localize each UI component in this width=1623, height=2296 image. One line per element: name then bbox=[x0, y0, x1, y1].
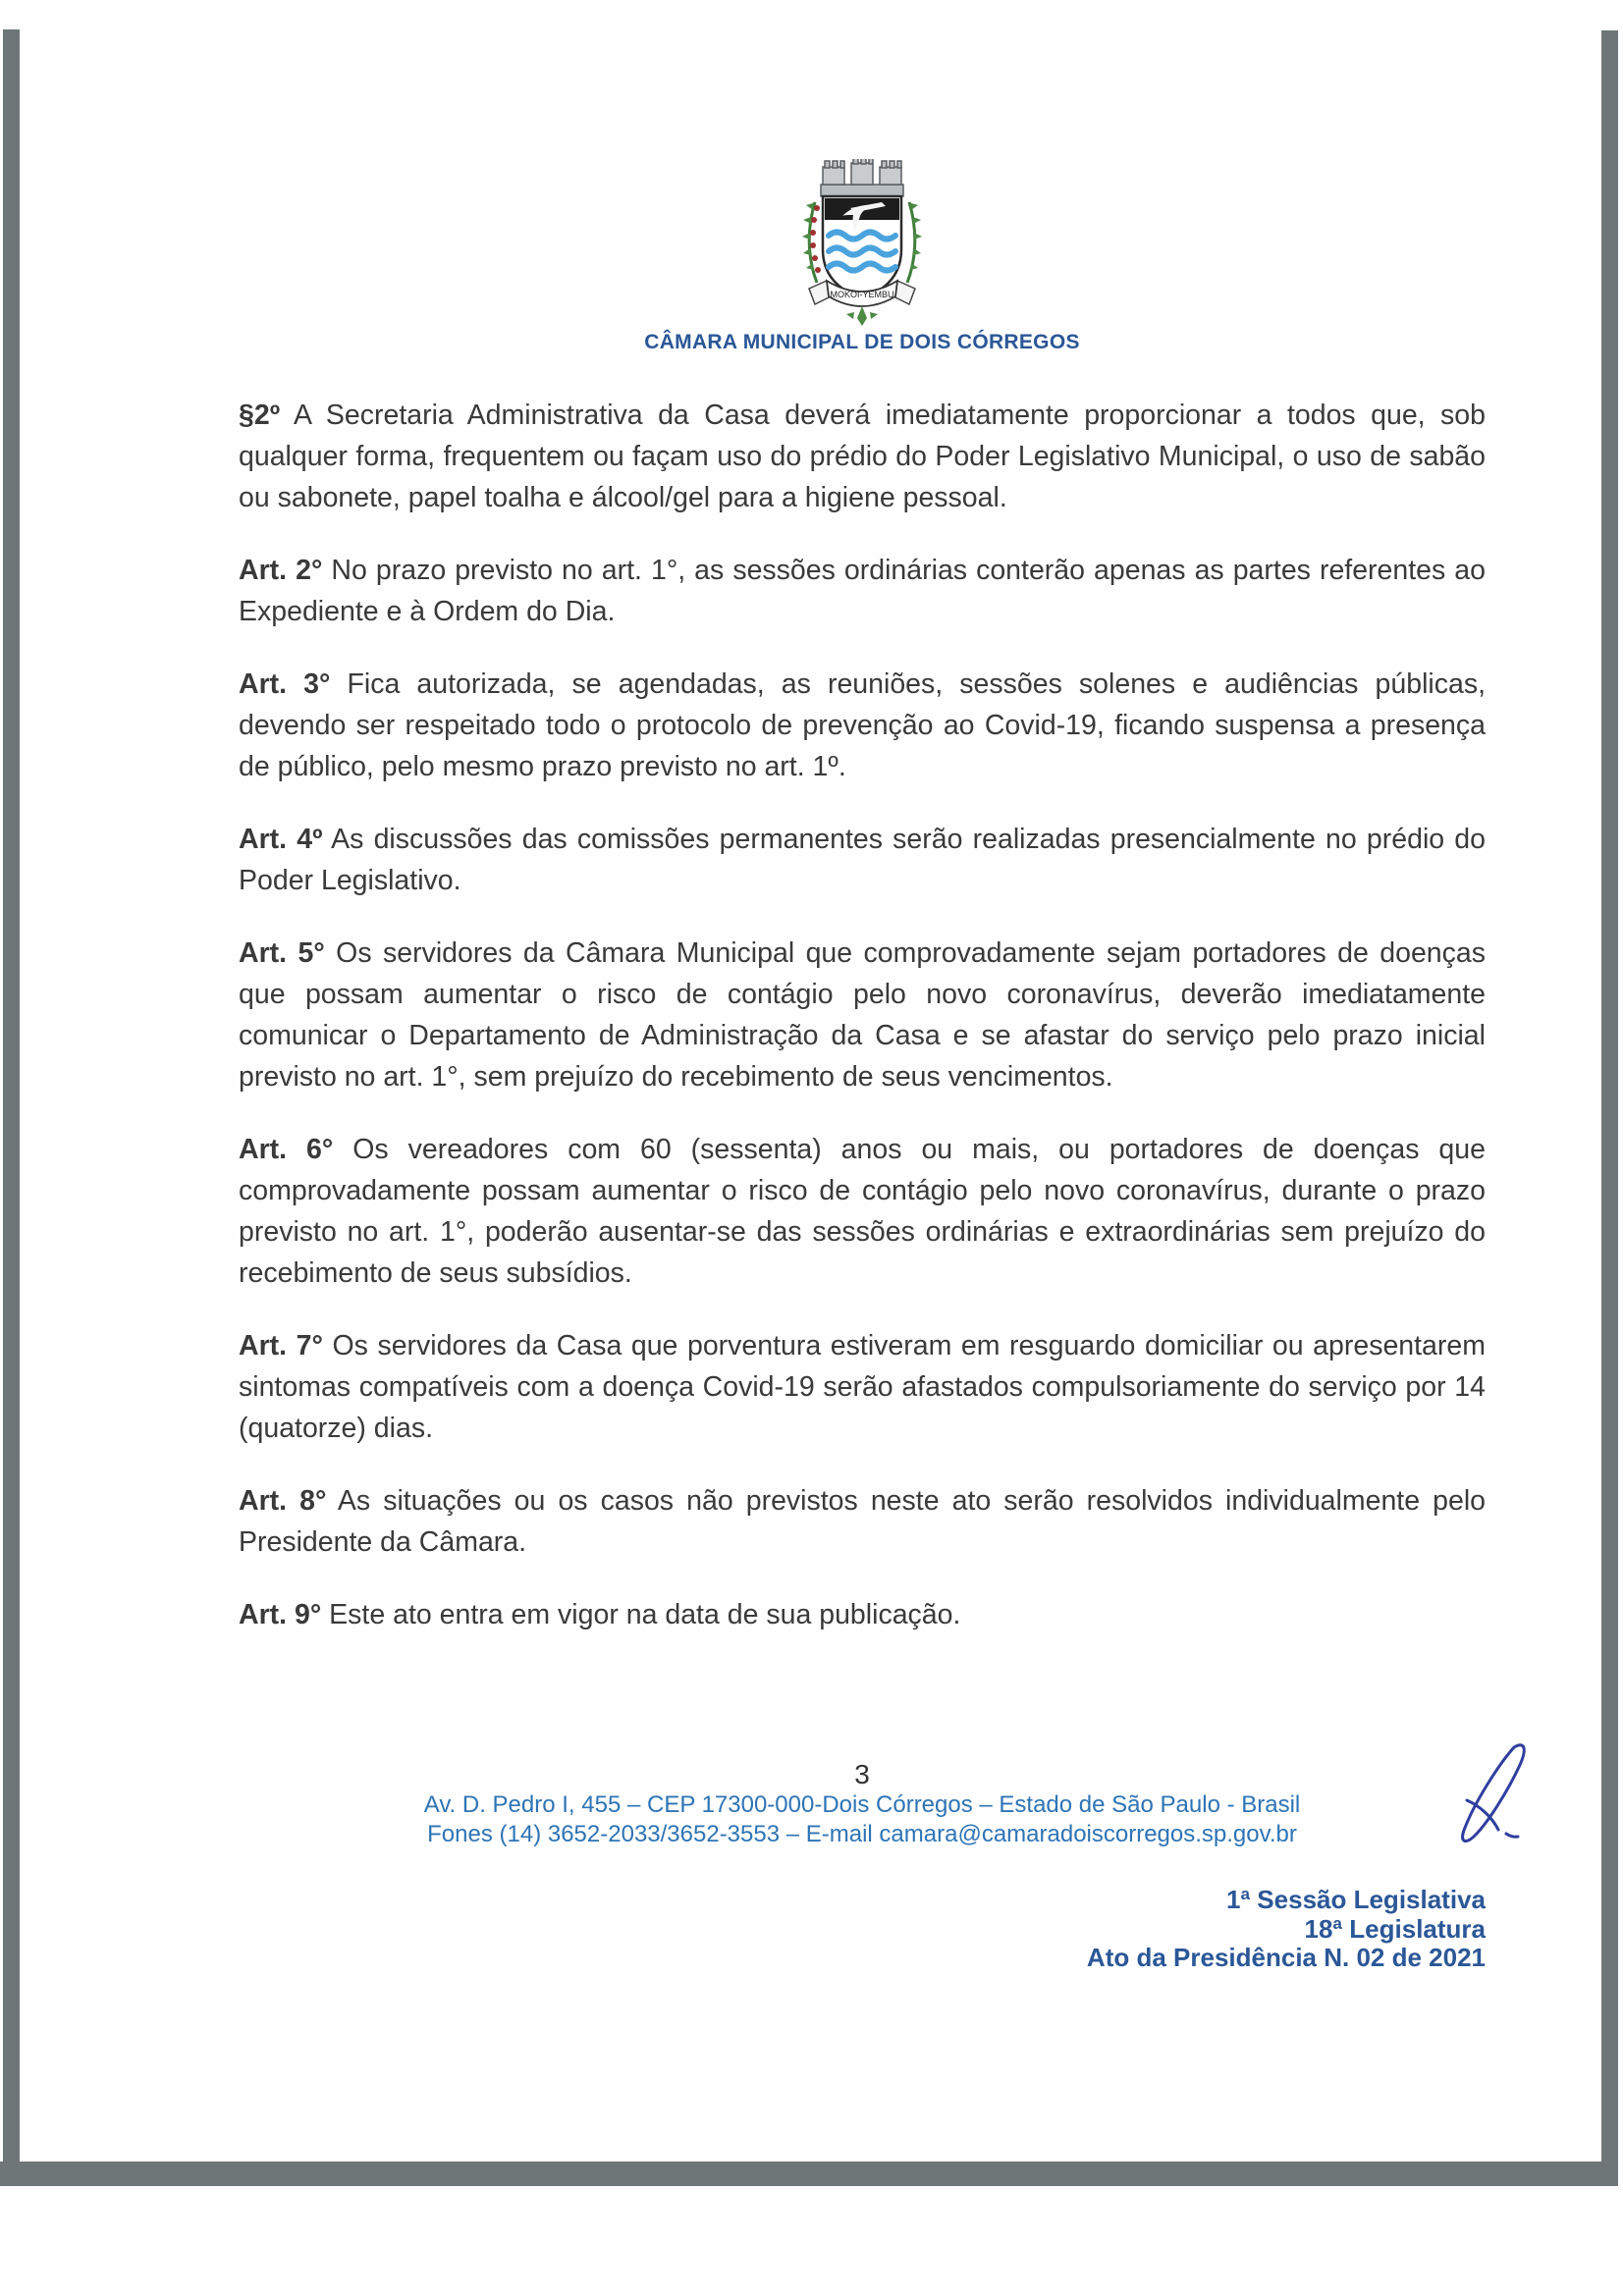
footer-address-line1: Av. D. Pedro I, 455 – CEP 17300-000-Dois Córregos – Estado de São Paulo - Brasil bbox=[423, 1791, 1301, 1818]
paragraph-art2 bbox=[239, 550, 1486, 632]
paragraph-s2 bbox=[239, 395, 1486, 518]
coat-of-arms-icon bbox=[791, 159, 933, 328]
legislative-session-stamp bbox=[1087, 1886, 1486, 1973]
stamp-act-line: Ato da Presidência N. 02 de 2021 bbox=[1086, 1943, 1486, 1972]
footer-address-line2: Fones (14) 3652-2033/3652-3553 – E-mail camara@camaradoiscorregos.sp.gov.br bbox=[427, 1821, 1297, 1847]
paragraph-label: Art. 5° bbox=[239, 937, 325, 969]
paragraph-text: As situações ou os casos não previstos neste ato serão resolvidos individualmente pelo Presidente da Câmara. bbox=[239, 1485, 1487, 1558]
paragraph-art5 bbox=[239, 933, 1486, 1097]
paragraph-text: A Secretaria Administrativa da Casa deverá imediatamente proporcionar a todos que, sob qualquer forma, frequentem ou façam uso do prédio do Poder Legislativo Municipal, o uso de sabão ou sabonete, papel toalha e álcool/gel para a higiene pessoal. bbox=[239, 400, 1486, 513]
paragraph-art9 bbox=[239, 1594, 1486, 1635]
footer-address bbox=[239, 1790, 1486, 1849]
paragraph-art7 bbox=[239, 1325, 1486, 1449]
paragraph-label: Art. 7° bbox=[239, 1330, 323, 1362]
paragraph-art3 bbox=[239, 664, 1486, 787]
paragraph-art8 bbox=[239, 1480, 1486, 1563]
paragraph-label: Art. 4º bbox=[239, 824, 323, 855]
paragraph-art4 bbox=[239, 819, 1486, 901]
stamp-session-line: 1ª Sessão Legislativa bbox=[1226, 1885, 1486, 1914]
paragraph-label: Art. 8° bbox=[239, 1485, 327, 1517]
paragraph-art6 bbox=[239, 1129, 1486, 1294]
stamp-legislature-line: 18ª Legislatura bbox=[1304, 1913, 1486, 1944]
scan-frame-right bbox=[1601, 30, 1618, 2185]
paragraph-label: §2º bbox=[239, 400, 281, 431]
paragraph-text: Fica autorizada, se agendadas, as reuniões, sessões solenes e audiências públicas, devendo ser respeitado todo o protocolo de prevenção ao Covid-19, ficando suspensa a presença de público, pelo mesmo prazo previsto no art. 1º. bbox=[239, 668, 1487, 782]
paragraph-label: Art. 6° bbox=[239, 1134, 334, 1165]
page-number: 3 bbox=[854, 1759, 870, 1789]
scan-frame-left bbox=[3, 29, 20, 2185]
page-title: CÂMARA MUNICIPAL DE DOIS CÓRREGOS bbox=[644, 331, 1080, 353]
signature-initials bbox=[1441, 1739, 1540, 1855]
paragraph-label: Art. 9° bbox=[239, 1599, 322, 1630]
paragraph-label: Art. 2° bbox=[239, 555, 323, 586]
document-body bbox=[239, 395, 1486, 1667]
paragraph-text: No prazo previsto no art. 1°, as sessões ordinárias conterão apenas as partes referentes ao Expediente e à Ordem do Dia. bbox=[239, 555, 1487, 627]
paragraph-text: Os servidores da Câmara Municipal que comprovadamente sejam portadores de doenças que possam aumentar o risco de contágio pelo novo coronavírus, deverão imediatamente comunicar o Departamento de Administração da Casa e se afastar do serviço pelo prazo inicial previsto no art. 1°, sem prejuízo do recebimento de seus vencimentos. bbox=[239, 937, 1486, 1093]
paragraph-label: Art. 3° bbox=[239, 668, 331, 700]
scan-frame-bottom bbox=[0, 2162, 1618, 2186]
paragraph-text: As discussões das comissões permanentes serão realizadas presencialmente no prédio do Poder Legislativo. bbox=[239, 824, 1487, 896]
crest-motto: MOKOI-YEMBU bbox=[830, 290, 894, 299]
paragraph-text: Os servidores da Casa que porventura estiveram em resguardo domiciliar ou apresentarem sintomas compatíveis com a doença Covid-19 serão afastados compulsoriamente do serviço por 14 (quatorze) dias. bbox=[239, 1330, 1486, 1444]
paragraph-text: Este ato entra em vigor na data de sua publicação. bbox=[321, 1599, 961, 1630]
paragraph-text: Os vereadores com 60 (sessenta) anos ou mais, ou portadores de doenças que comprovadamente possam aumentar o risco de contágio pelo novo coronavírus, durante o prazo previsto no art. 1°, poderão ausentar-se das sessões ordinárias e extraordinárias sem prejuízo do recebimento de seus subsídios. bbox=[239, 1134, 1486, 1289]
